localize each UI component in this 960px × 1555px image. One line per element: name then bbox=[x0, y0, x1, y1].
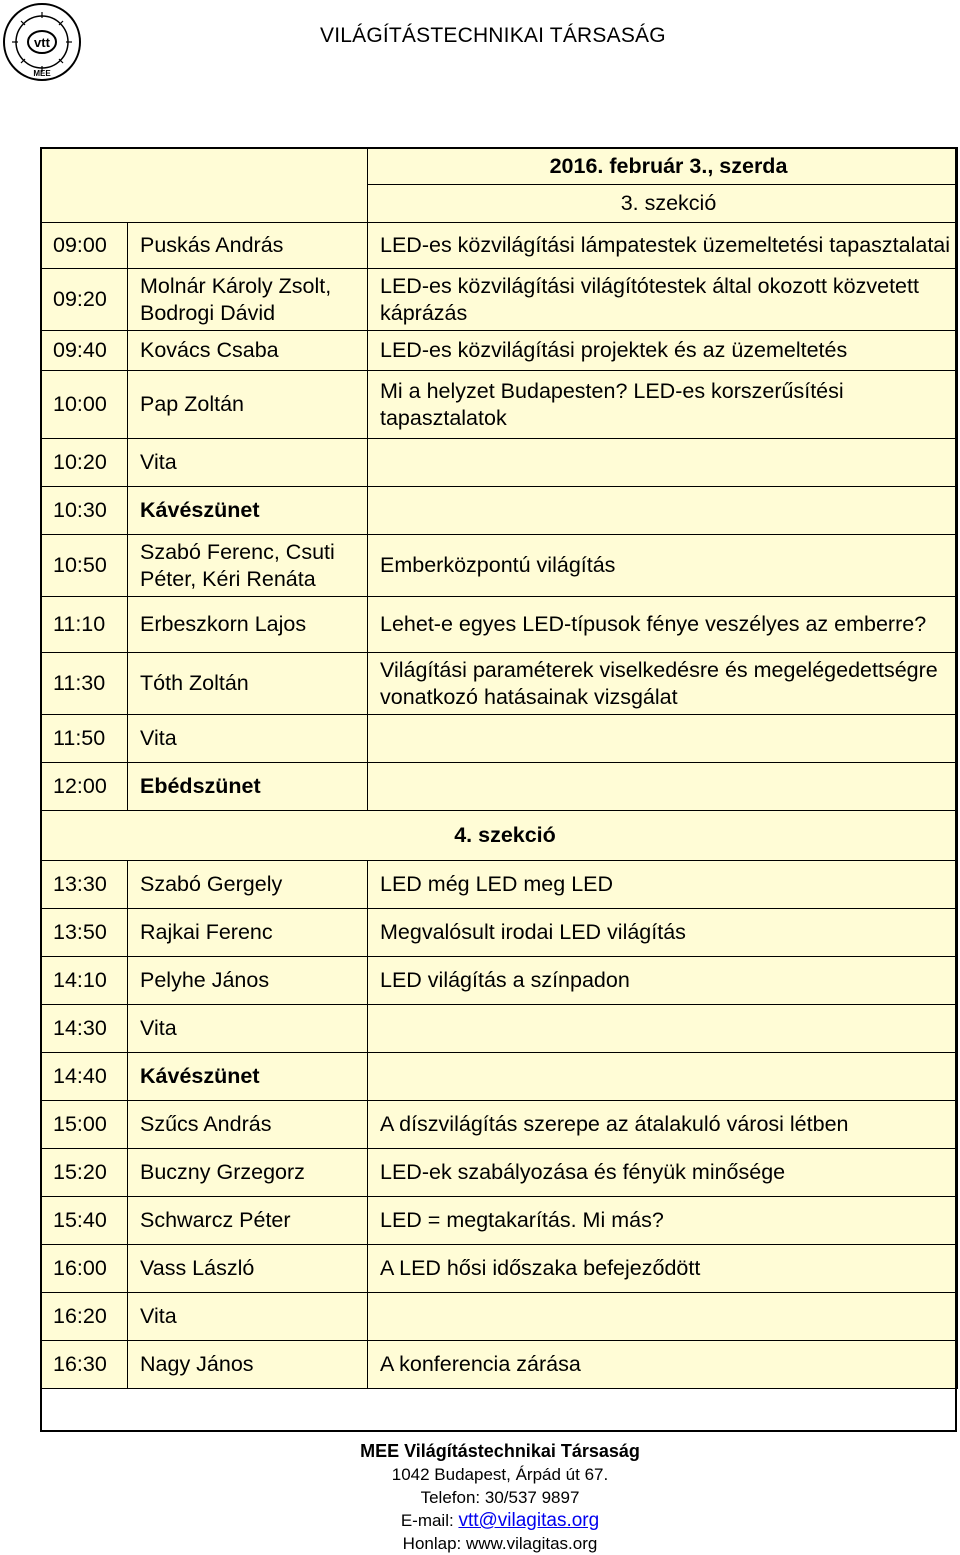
row-time: 14:10 bbox=[41, 957, 128, 1005]
program-table bbox=[40, 147, 958, 1389]
row-time: 15:20 bbox=[41, 1149, 128, 1197]
row-person: Erbeszkorn Lajos bbox=[128, 597, 368, 653]
row-time: 15:40 bbox=[41, 1197, 128, 1245]
section-4-heading: 4. szekció bbox=[41, 811, 958, 861]
program-row bbox=[41, 1005, 958, 1053]
org-title: VILÁGÍTÁSTECHNIKAI TÁRSASÁG bbox=[320, 24, 666, 47]
row-time: 14:40 bbox=[41, 1053, 128, 1101]
row-time: 16:00 bbox=[41, 1245, 128, 1293]
program-row bbox=[41, 861, 958, 909]
row-person: Molnár Károly Zsolt, Bodrogi Dávid bbox=[128, 269, 368, 331]
footer-email-line bbox=[0, 1509, 960, 1532]
row-title bbox=[368, 763, 958, 811]
row-time: 13:50 bbox=[41, 909, 128, 957]
row-person: Nagy János bbox=[128, 1341, 368, 1389]
program-row bbox=[41, 371, 958, 439]
program-row bbox=[41, 1245, 958, 1293]
row-time: 10:50 bbox=[41, 535, 128, 597]
row-time: 16:20 bbox=[41, 1293, 128, 1341]
row-title bbox=[368, 1293, 958, 1341]
row-person: Vita bbox=[128, 439, 368, 487]
row-title: LED-es közvilágítási projektek és az üzemeltetés bbox=[368, 331, 958, 371]
program-row bbox=[41, 269, 958, 331]
row-time: 10:30 bbox=[41, 487, 128, 535]
footer bbox=[0, 1440, 960, 1555]
program-row bbox=[41, 1101, 958, 1149]
row-person: Szűcs András bbox=[128, 1101, 368, 1149]
program-row bbox=[41, 715, 958, 763]
program-row bbox=[41, 909, 958, 957]
row-person: Rajkai Ferenc bbox=[128, 909, 368, 957]
program-row bbox=[41, 1053, 958, 1101]
footer-email-label: E-mail: bbox=[400, 1511, 454, 1530]
row-title: Lehet-e egyes LED-típusok fénye veszélyes az emberre? bbox=[368, 597, 958, 653]
row-title: Világítási paraméterek viselkedésre és megelégedettségre vonatkozó hatásainak vizsgálat bbox=[368, 653, 958, 715]
vtt-logo bbox=[2, 2, 82, 82]
row-title bbox=[368, 1005, 958, 1053]
program-row bbox=[41, 487, 958, 535]
date-heading: 2016. február 3., szerda bbox=[368, 148, 958, 185]
row-title: A LED hősi időszaka befejeződött bbox=[368, 1245, 958, 1293]
row-title: LED-es közvilágítási világítótestek által okozott közvetett káprázás bbox=[368, 269, 958, 331]
row-person: Tóth Zoltán bbox=[128, 653, 368, 715]
row-person: Pelyhe János bbox=[128, 957, 368, 1005]
program-row bbox=[41, 535, 958, 597]
row-title: Mi a helyzet Budapesten? LED-es korszerűsítési tapasztalatok bbox=[368, 371, 958, 439]
row-person: Vita bbox=[128, 1293, 368, 1341]
row-title: LED még LED meg LED bbox=[368, 861, 958, 909]
section-3-heading: 3. szekció bbox=[368, 185, 958, 223]
row-title bbox=[368, 439, 958, 487]
row-title: A konferencia zárása bbox=[368, 1341, 958, 1389]
logo-center-text: vtt bbox=[34, 35, 50, 50]
program-row bbox=[41, 1197, 958, 1245]
row-title: Emberközpontú világítás bbox=[368, 535, 958, 597]
row-title: LED-ek szabályozása és fényük minősége bbox=[368, 1149, 958, 1197]
logo-bottom-text: MEE bbox=[33, 69, 51, 78]
row-title: Megvalósult irodai LED világítás bbox=[368, 909, 958, 957]
program-row bbox=[41, 763, 958, 811]
row-time: 10:00 bbox=[41, 371, 128, 439]
row-time: 11:10 bbox=[41, 597, 128, 653]
footer-email-link[interactable]: vtt@vilagitas.org bbox=[458, 1510, 600, 1531]
row-time: 09:40 bbox=[41, 331, 128, 371]
row-person: Szabó Ferenc, Csuti Péter, Kéri Renáta bbox=[128, 535, 368, 597]
program-row bbox=[41, 1341, 958, 1389]
row-person: Ebédszünet bbox=[128, 763, 368, 811]
row-title: LED = megtakarítás. Mi más? bbox=[368, 1197, 958, 1245]
row-time: 09:00 bbox=[41, 223, 128, 269]
footer-website: Honlap: www.vilagitas.org bbox=[402, 1534, 598, 1553]
footer-phone: Telefon: 30/537 9897 bbox=[420, 1488, 580, 1507]
program-row bbox=[41, 331, 958, 371]
row-person: Vita bbox=[128, 715, 368, 763]
row-person: Kávészünet bbox=[128, 1053, 368, 1101]
program-row bbox=[41, 1293, 958, 1341]
row-time: 09:20 bbox=[41, 269, 128, 331]
row-time: 13:30 bbox=[41, 861, 128, 909]
program-row bbox=[41, 439, 958, 487]
row-person: Schwarcz Péter bbox=[128, 1197, 368, 1245]
program-row bbox=[41, 597, 958, 653]
footer-org: MEE Világítástechnikai Társaság bbox=[360, 1441, 640, 1461]
row-person: Pap Zoltán bbox=[128, 371, 368, 439]
row-time: 11:50 bbox=[41, 715, 128, 763]
row-title bbox=[368, 715, 958, 763]
row-title bbox=[368, 487, 958, 535]
row-person: Szabó Gergely bbox=[128, 861, 368, 909]
row-person: Vass László bbox=[128, 1245, 368, 1293]
program-row bbox=[41, 223, 958, 269]
row-time: 16:30 bbox=[41, 1341, 128, 1389]
row-person: Buczny Grzegorz bbox=[128, 1149, 368, 1197]
row-person: Vita bbox=[128, 1005, 368, 1053]
row-title: A díszvilágítás szerepe az átalakuló városi létben bbox=[368, 1101, 958, 1149]
row-person: Kovács Csaba bbox=[128, 331, 368, 371]
row-title bbox=[368, 1053, 958, 1101]
row-time: 11:30 bbox=[41, 653, 128, 715]
footer-address: 1042 Budapest, Árpád út 67. bbox=[391, 1465, 609, 1484]
program-row bbox=[41, 957, 958, 1005]
row-title: LED-es közvilágítási lámpatestek üzemeltetési tapasztalatai bbox=[368, 223, 958, 269]
row-time: 14:30 bbox=[41, 1005, 128, 1053]
row-time: 10:20 bbox=[41, 439, 128, 487]
row-time: 12:00 bbox=[41, 763, 128, 811]
row-title: LED világítás a színpadon bbox=[368, 957, 958, 1005]
row-person: Kávészünet bbox=[128, 487, 368, 535]
row-time: 15:00 bbox=[41, 1101, 128, 1149]
row-person: Puskás András bbox=[128, 223, 368, 269]
program-row bbox=[41, 1149, 958, 1197]
program-row bbox=[41, 653, 958, 715]
